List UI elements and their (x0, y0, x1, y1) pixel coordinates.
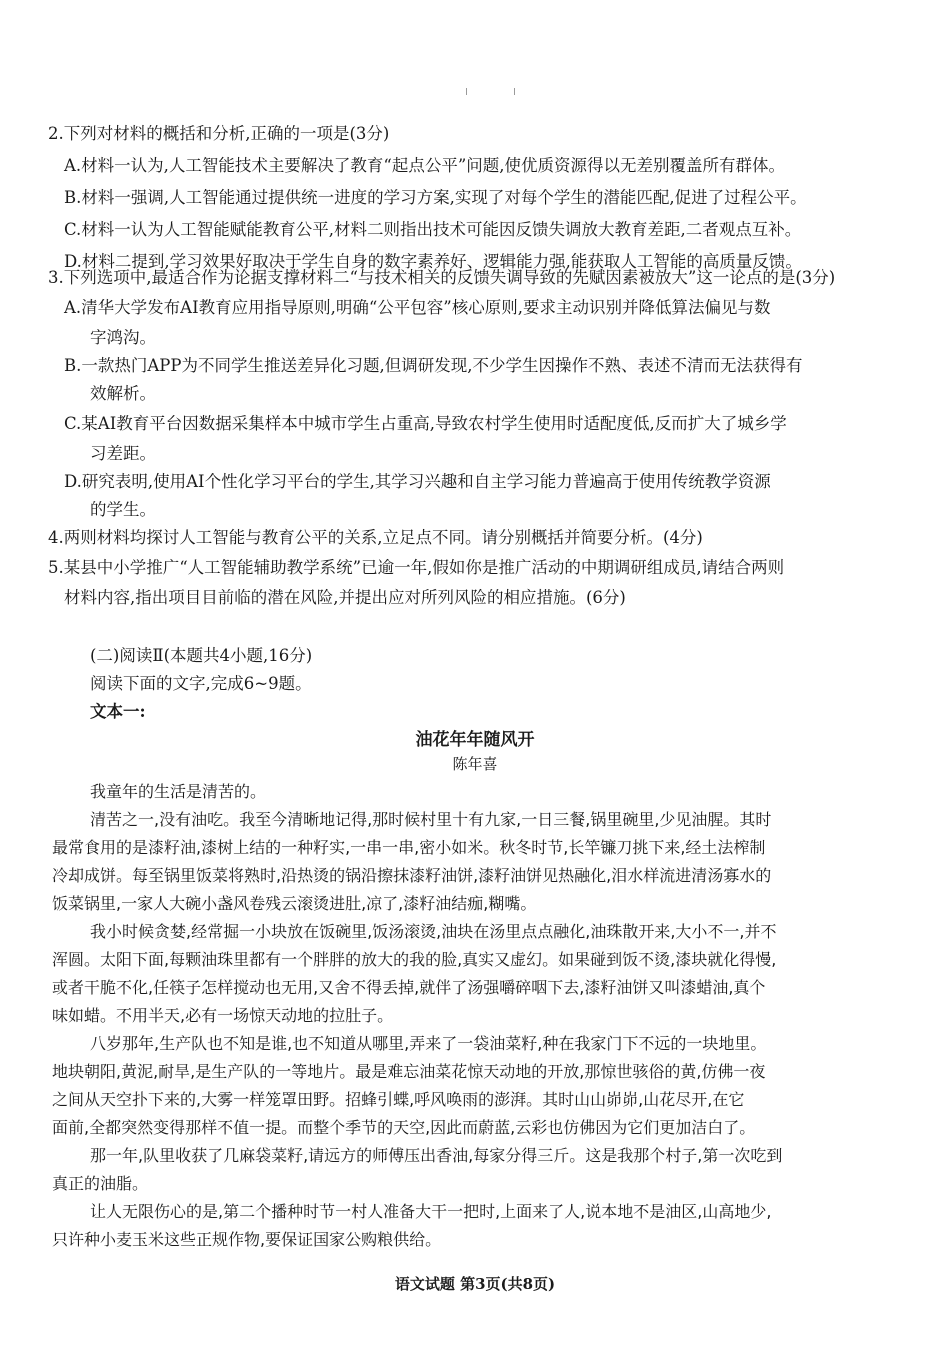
section-heading: (二)阅读Ⅱ(本题共4小题,16分) (90, 646, 313, 665)
question-3-option-c-cont: 习差距。 (90, 444, 156, 463)
question-5: 5.某县中小学推广“人工智能辅助教学系统”已逾一年,假如你是推广活动的中期调研组成员,请结合两则 (48, 558, 785, 577)
essay-paragraph-line: 面前,全都突然变得那样不值一提。而整个季节的天空,因此而蔚蓝,云彩也仿佛因为它们更加洁白了。 (52, 1118, 756, 1137)
essay-paragraph-line: 最常食用的是漆籽油,漆树上结的一种籽实,一串一串,密小如米。秋冬时节,长竿镰刀挑下来,经土法榨制 (52, 838, 766, 857)
essay-paragraph-line: 浑圆。太阳下面,每颗油珠里都有一个胖胖的放大的我的脸,真实又虚幻。如果碰到饭不烫,漆块就化得慢, (52, 950, 777, 969)
section-instruction: 阅读下面的文字,完成6~9题。 (90, 674, 312, 693)
question-2-option-d: D.材料二提到,学习效果好取决于学生自身的数字素养好、逻辑能力强,能获取人工智能的高质量反馈。 (64, 252, 802, 271)
question-2-option-b: B.材料一强调,人工智能通过提供统一进度的学习方案,实现了对每个学生的潜能匹配,促进了过程公平。 (64, 188, 807, 207)
scan-mark (514, 88, 515, 95)
question-2-option-c: C.材料一认为人工智能赋能教育公平,材料二则指出技术可能因反馈失调放大教育差距,二者观点互补。 (64, 220, 802, 239)
essay-paragraph-line: 我童年的生活是清苦的。 (90, 782, 267, 801)
essay-paragraph-line: 真正的油脂。 (52, 1174, 149, 1193)
essay-paragraph-line: 只许种小麦玉米这些正规作物,要保证国家公购粮供给。 (52, 1230, 442, 1249)
question-3-option-b: B.一款热门APP为不同学生推送差异化习题,但调研发现,不少学生因操作不熟、表述不清而无法获得有 (64, 356, 803, 375)
essay-paragraph-line: 清苦之一,没有油吃。我至今清晰地记得,那时候村里十有九家,一日三餐,锅里碗里,少见油腥。其时 (90, 810, 772, 829)
essay-paragraph-line: 冷却成饼。每至锅里饭菜将熟时,沿热烫的锅沿擦抹漆籽油饼,漆籽油饼见热融化,泪水样流进清汤寡水的 (52, 866, 772, 885)
question-5-cont: 材料内容,指出项目目前临的潜在风险,并提出应对所列风险的相应措施。(6分) (64, 588, 626, 607)
essay-paragraph-line: 饭菜锅里,一家人大碗小盏风卷残云滚烫进肚,凉了,漆籽油结痂,糊嘴。 (52, 894, 537, 913)
question-3-option-d-cont: 的学生。 (90, 500, 156, 519)
essay-paragraph-line: 地块朝阳,黄泥,耐旱,是生产队的一等地片。最是难忘油菜花惊天动地的开放,那惊世骇俗的黄,仿佛一夜 (52, 1062, 766, 1081)
essay-title: 油花年年随风开 (415, 730, 535, 750)
question-3-option-d: D.研究表明,使用AI个性化学习平台的学生,其学习兴趣和自主学习能力普遍高于使用传统教学资源 (64, 472, 771, 491)
scan-mark (466, 88, 467, 95)
question-3-option-c: C.某AI教育平台因数据采集样本中城市学生占重高,导致农村学生使用时适配度低,反而扩大了城乡学 (64, 414, 787, 433)
page-footer: 语文试题 第3页(共8页) (394, 1275, 556, 1293)
question-3-stem: 3.下列选项中,最适合作为论据支撑材料二“与技术相关的反馈失调导致的先赋因素被放大”这一论点的是(3分) (48, 268, 836, 287)
essay-paragraph-line: 我小时候贪婪,经常掘一小块放在饭碗里,饭汤滚烫,油块在汤里点点融化,油珠散开来,大小不一,并不 (90, 922, 777, 941)
essay-paragraph-line: 让人无限伤心的是,第二个播种时节一村人准备大干一把时,上面来了人,说本地不是油区,山高地少, (90, 1202, 772, 1221)
question-3-option-a-cont: 字鸿沟。 (90, 328, 156, 347)
essay-paragraph-line: 之间从天空扑下来的,大雾一样笼罩田野。招蜂引蝶,呼风唤雨的澎湃。其时山山峁峁,山花尽开,在它 (52, 1090, 745, 1109)
essay-paragraph-line: 八岁那年,生产队也不知是谁,也不知道从哪里,弄来了一袋油菜籽,种在我家门下不远的一块地里。 (90, 1034, 767, 1053)
essay-paragraph-line: 味如蜡。不用半天,必有一场惊天动地的拉肚子。 (52, 1006, 394, 1025)
question-2-stem: 2.下列对材料的概括和分析,正确的一项是(3分) (48, 124, 390, 143)
question-3-option-a: A.清华大学发布AI教育应用指导原则,明确“公平包容”核心原则,要求主动识别并降低算法偏见与数 (64, 298, 771, 317)
essay-paragraph-line: 或者干脆不化,任筷子怎样搅动也无用,又舍不得丢掉,就伴了汤强嚼碎咽下去,漆籽油饼又叫漆蜡油,真个 (52, 978, 766, 997)
essay-paragraph-line: 那一年,队里收获了几麻袋菜籽,请远方的师傅压出香油,每家分得三斤。这是我那个村子,第一次吃到 (90, 1146, 783, 1165)
essay-author: 陈年喜 (452, 755, 498, 773)
text-label: 文本一: (90, 702, 146, 721)
question-3-option-b-cont: 效解析。 (90, 384, 156, 403)
question-4: 4.两则材料均探讨人工智能与教育公平的关系,立足点不同。请分别概括并简要分析。(4分) (48, 528, 703, 547)
question-2-option-a: A.材料一认为,人工智能技术主要解决了教育“起点公平”问题,使优质资源得以无差别覆盖所有群体。 (64, 156, 786, 175)
